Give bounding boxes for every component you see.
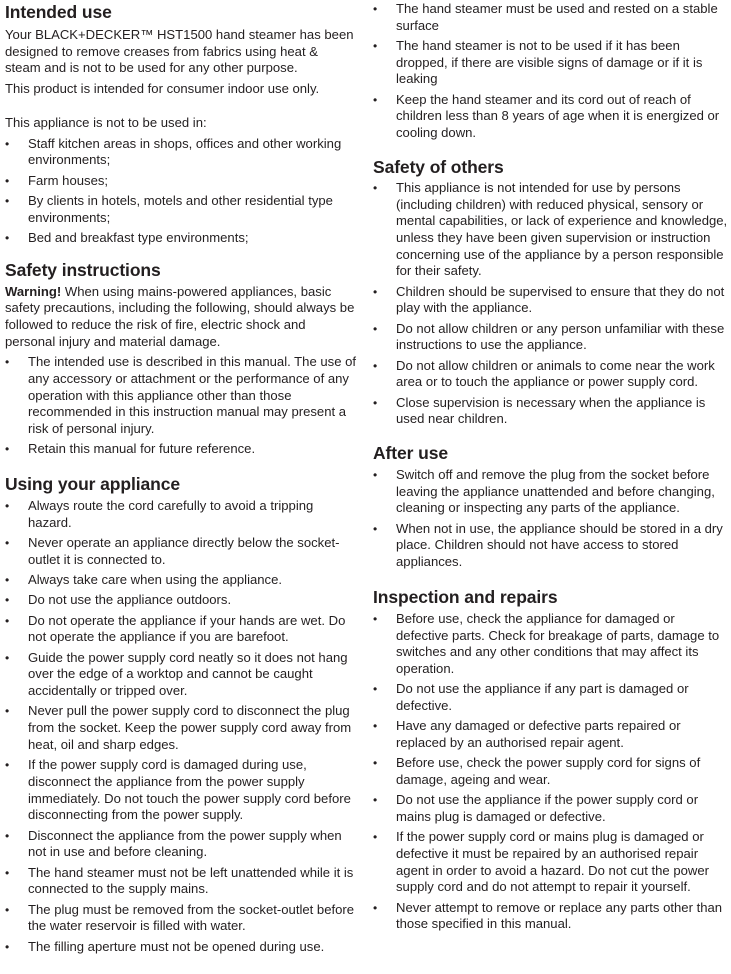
list-item: • Never attempt to remove or replace any parts other than those specified in this manual. (373, 900, 729, 933)
bullet-list (373, 467, 729, 571)
list-item: • Before use, check the appliance for damaged or defective parts. Check for breakage of parts, damage to switches and any other conditions that may affect its operation. (373, 611, 729, 678)
list-item: • Do not allow children or any person unfamiliar with these instructions to use the appliance. (373, 321, 729, 354)
warning-text: When using mains-powered appliances, basic safety precautions, including the following, should always be followed to reduce the risk of fire, electric shock and personal injury and material damage. (5, 283, 355, 349)
list-item: • Do not use the appliance if any part is damaged or defective. (373, 681, 729, 714)
list-item: • Keep the hand steamer and its cord out of reach of children less than 8 years of age when it is energized or cooling down. (373, 92, 729, 142)
list-item: • This appliance is not intended for use by persons (including children) with reduced physical, sensory or mental capabilities, or lack of experience and knowledge, unless they have been given supervision or instruction concerning use of the appliance by a person responsible for their safety. (373, 180, 729, 280)
left-column (5, 0, 357, 959)
section-heading: Inspection and repairs (373, 586, 558, 607)
list-item: • By clients in hotels, motels and other residential type environments; (5, 193, 357, 226)
list-item: • If the power supply cord is damaged during use, disconnect the appliance from the power supply immediately. Do not touch the power supply cord before disconnecting from the power supply. (5, 757, 357, 824)
paragraph: This appliance is not to be used in: (5, 114, 207, 130)
list-item: • Guide the power supply cord neatly so it does not hang over the edge of a worktop and cannot be caught accidentally or tripped over. (5, 650, 357, 700)
section-safety-instructions (5, 260, 357, 459)
section-using-appliance (5, 474, 357, 955)
list-item: • Before use, check the power supply cord for signs of damage, ageing and wear. (373, 755, 729, 788)
list-item: • Disconnect the appliance from the power supply when not in use and before cleaning. (5, 828, 357, 861)
warning-label: Warning! (5, 283, 62, 299)
list-item: • Always route the cord carefully to avoid a tripping hazard. (5, 498, 357, 531)
bullet-list (373, 180, 729, 428)
list-item: • Always take care when using the appliance. (5, 572, 357, 589)
list-item: • When not in use, the appliance should be stored in a dry place. Children should not have access to stored appliances. (373, 521, 729, 571)
list-item: • Farm houses; (5, 173, 357, 190)
section-heading: Safety of others (373, 156, 504, 177)
list-item: • The plug must be removed from the socket-outlet before the water reservoir is filled with water. (5, 902, 357, 935)
section-after-use (373, 443, 729, 571)
list-item: • The hand steamer must not be left unattended while it is connected to the supply mains. (5, 865, 357, 898)
list-item: • Have any damaged or defective parts repaired or replaced by an authorised repair agent. (373, 718, 729, 751)
section-heading: Intended use (5, 2, 112, 22)
paragraph: Your BLACK+DECKER™ HST1500 hand steamer has been designed to remove creases from fabrics using heat & steam and is not to be used for any other purpose. (5, 27, 354, 76)
list-item: • Staff kitchen areas in shops, offices and other working environments; (5, 136, 357, 169)
right-column (373, 0, 729, 937)
section-heading: Safety instructions (5, 259, 161, 280)
list-item: • Close supervision is necessary when the appliance is used near children. (373, 395, 729, 428)
list-item: • The hand steamer must be used and rested on a stable surface (373, 1, 729, 34)
bullet-list (5, 498, 357, 955)
bullet-list (5, 354, 357, 458)
list-item: • Never operate an appliance directly below the socket-outlet it is connected to. (5, 535, 357, 568)
section-heading: Using your appliance (5, 474, 180, 495)
list-item: • If the power supply cord or mains plug is damaged or defective it must be repaired by an authorised repair agent in order to avoid a hazard. Do not cut the power supply cord and do not attempt to repair it yourself. (373, 829, 729, 896)
list-item: • Do not allow children or animals to come near the work area or to touch the appliance or power supply cord. (373, 358, 729, 391)
list-item: • Do not use the appliance outdoors. (5, 592, 357, 609)
list-item: • The intended use is described in this manual. The use of any accessory or attachment or the performance of any operation with this appliance other than those recommended in this instruction manual may present a risk of personal injury. (5, 354, 357, 438)
section-safety-of-others (373, 157, 729, 428)
list-item: • Children should be supervised to ensure that they do not play with the appliance. (373, 284, 729, 317)
section-inspection-repairs (373, 587, 729, 933)
bullet-list (5, 136, 357, 247)
section-intended-use (5, 2, 357, 247)
list-item: • Do not use the appliance if the power supply cord or mains plug is damaged or defective. (373, 792, 729, 825)
bullet-list-continued (373, 1, 729, 142)
list-item: • Never pull the power supply cord to disconnect the plug from the socket. Keep the power supply cord away from heat, oil and sharp edges. (5, 703, 357, 753)
list-item: • The filling aperture must not be opened during use. (5, 939, 357, 956)
list-item: • Do not operate the appliance if your hands are wet. Do not operate the appliance if you are barefoot. (5, 613, 357, 646)
paragraph: This product is intended for consumer indoor use only. (5, 81, 320, 97)
bullet-list (373, 611, 729, 933)
warning-paragraph (5, 284, 357, 351)
list-item: • Switch off and remove the plug from the socket before leaving the appliance unattended and before changing, cleaning or inspecting any parts of the appliance. (373, 467, 729, 517)
list-item: • The hand steamer is not to be used if it has been dropped, if there are visible signs of damage or if it is leaking (373, 38, 729, 88)
list-item: • Bed and breakfast type environments; (5, 230, 357, 247)
list-item: • Retain this manual for future reference. (5, 441, 357, 458)
section-heading: After use (373, 443, 448, 464)
